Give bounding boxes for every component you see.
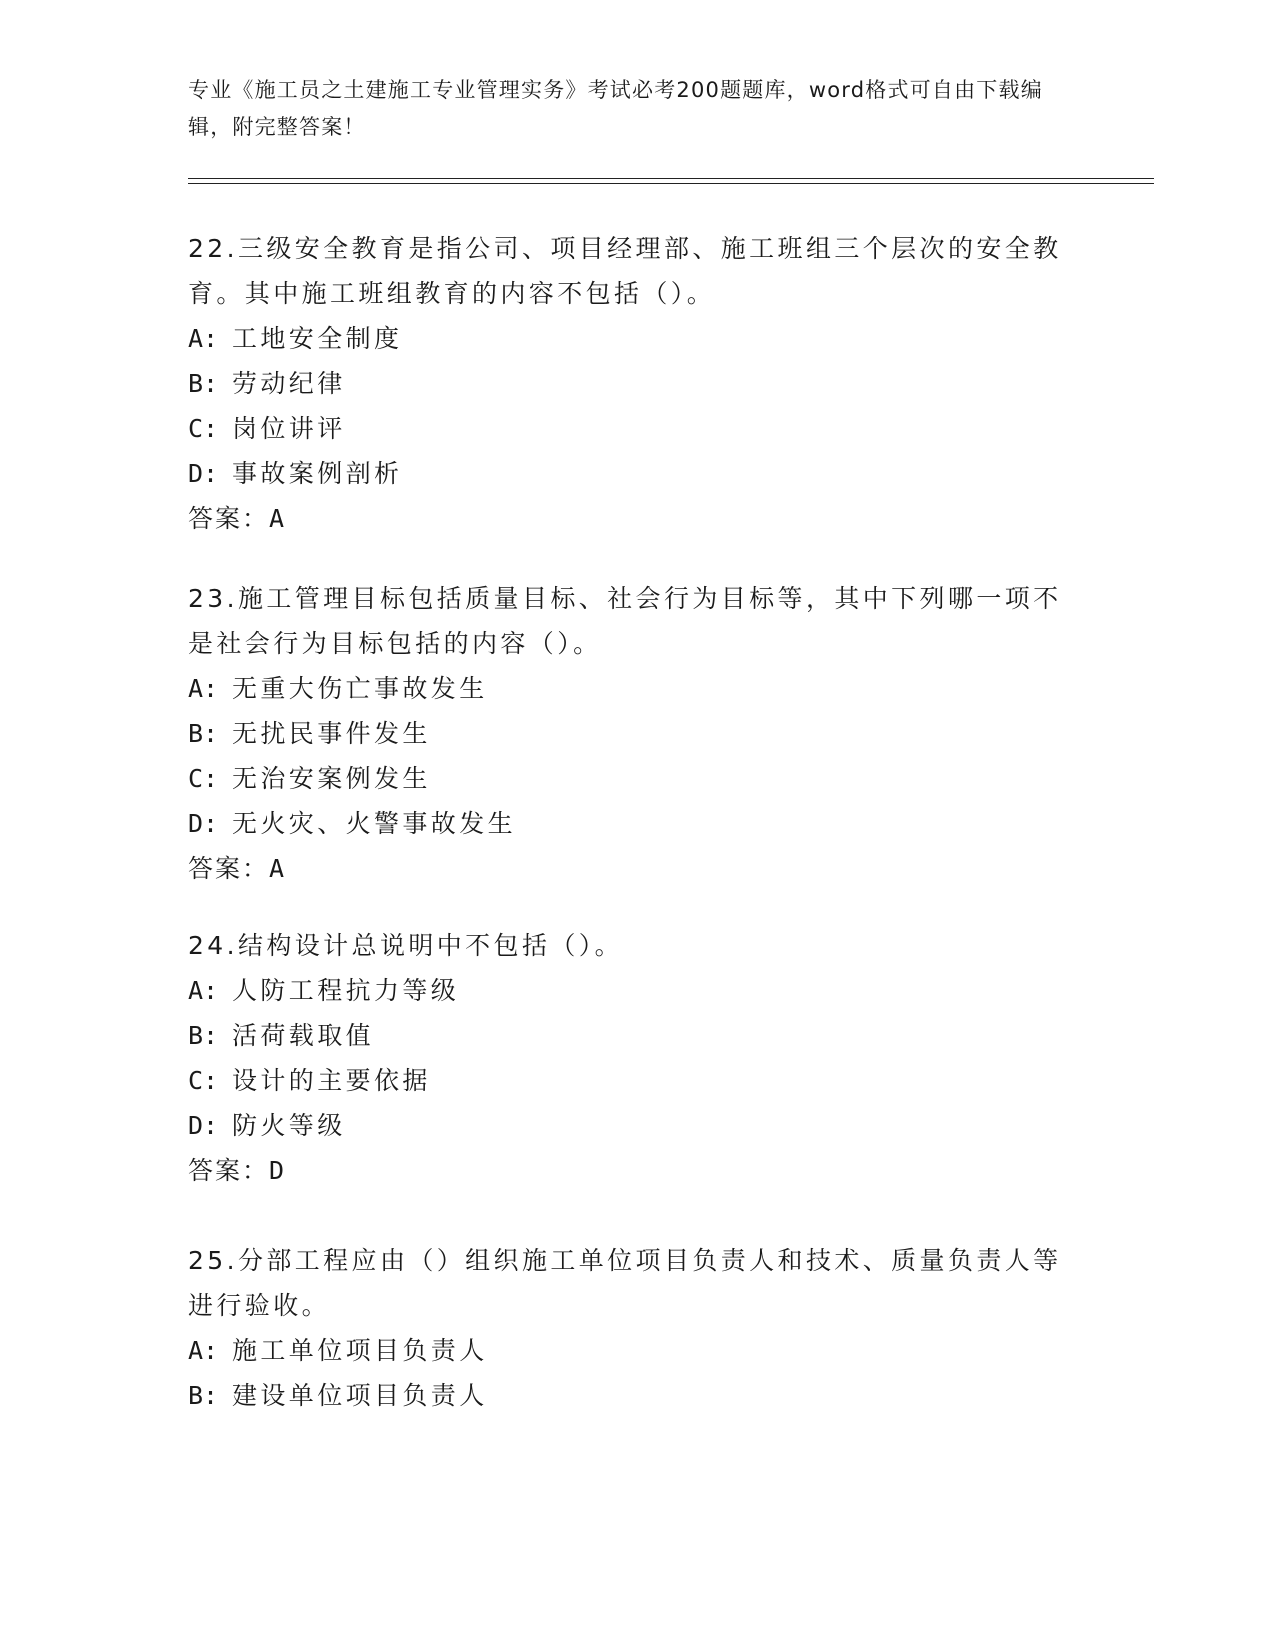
option-letter: D: xyxy=(188,809,219,838)
option-letter: C: xyxy=(188,414,219,443)
question-stem: 22.三级安全教育是指公司、项目经理部、施工班组三个层次的安全教育。其中施工班组教育的内容不包括（）。 xyxy=(188,234,1062,308)
answer-label: 答案： xyxy=(188,504,270,533)
option-letter: B: xyxy=(188,1381,219,1410)
option-a xyxy=(188,1328,1088,1373)
option-b xyxy=(188,361,1088,406)
option-text: 事故案例剖析 xyxy=(232,459,403,488)
question-stem: 25.分部工程应由（）组织施工单位项目负责人和技术、质量负责人等进行验收。 xyxy=(188,1246,1062,1320)
option-text: 无火灾、火警事故发生 xyxy=(232,809,517,838)
option-letter: D: xyxy=(188,459,219,488)
option-letter: B: xyxy=(188,369,219,398)
option-d xyxy=(188,1103,1088,1148)
document-intro: 专业《施工员之土建施工专业管理实务》考试必考200题题库，word格式可自由下载编辑，附完整答案！ xyxy=(188,78,1043,139)
answer-label: 答案： xyxy=(188,854,270,883)
question-24 xyxy=(188,923,1088,1193)
option-text: 无治安案例发生 xyxy=(232,764,431,793)
answer-line xyxy=(188,846,1088,891)
option-text: 施工单位项目负责人 xyxy=(232,1336,488,1365)
option-letter: A: xyxy=(188,1336,219,1365)
option-letter: A: xyxy=(188,976,219,1005)
option-a xyxy=(188,316,1088,361)
answer-line xyxy=(188,1148,1088,1193)
option-b xyxy=(188,1373,1088,1418)
header-divider-bottom xyxy=(188,183,1154,184)
option-a xyxy=(188,666,1088,711)
option-text: 无重大伤亡事故发生 xyxy=(232,674,488,703)
option-d xyxy=(188,451,1088,496)
answer-label: 答案： xyxy=(188,1156,270,1185)
option-c xyxy=(188,1058,1088,1103)
option-letter: A: xyxy=(188,674,219,703)
answer-value: A xyxy=(269,854,287,883)
option-d xyxy=(188,801,1088,846)
header-divider-top xyxy=(188,178,1154,179)
option-letter: B: xyxy=(188,719,219,748)
option-text: 防火等级 xyxy=(232,1111,346,1140)
question-22 xyxy=(188,226,1088,541)
option-letter: C: xyxy=(188,1066,219,1095)
option-text: 设计的主要依据 xyxy=(232,1066,431,1095)
option-text: 建设单位项目负责人 xyxy=(232,1381,488,1410)
option-letter: D: xyxy=(188,1111,219,1140)
option-b xyxy=(188,1013,1088,1058)
option-text: 劳动纪律 xyxy=(232,369,346,398)
option-a xyxy=(188,968,1088,1013)
option-b xyxy=(188,711,1088,756)
option-text: 无扰民事件发生 xyxy=(232,719,431,748)
answer-value: A xyxy=(269,504,287,533)
option-letter: B: xyxy=(188,1021,219,1050)
option-text: 工地安全制度 xyxy=(232,324,403,353)
option-text: 人防工程抗力等级 xyxy=(232,976,460,1005)
option-text: 活荷载取值 xyxy=(232,1021,375,1050)
option-c xyxy=(188,406,1088,451)
question-23 xyxy=(188,576,1088,891)
answer-line xyxy=(188,496,1088,541)
question-stem: 24.结构设计总说明中不包括（）。 xyxy=(188,931,624,960)
option-c xyxy=(188,756,1088,801)
option-text: 岗位讲评 xyxy=(232,414,346,443)
answer-value: D xyxy=(269,1156,287,1185)
question-stem: 23.施工管理目标包括质量目标、社会行为目标等，其中下列哪一项不是社会行为目标包括的内容（）。 xyxy=(188,584,1062,658)
option-letter: C: xyxy=(188,764,219,793)
option-letter: A: xyxy=(188,324,219,353)
question-25 xyxy=(188,1238,1088,1418)
